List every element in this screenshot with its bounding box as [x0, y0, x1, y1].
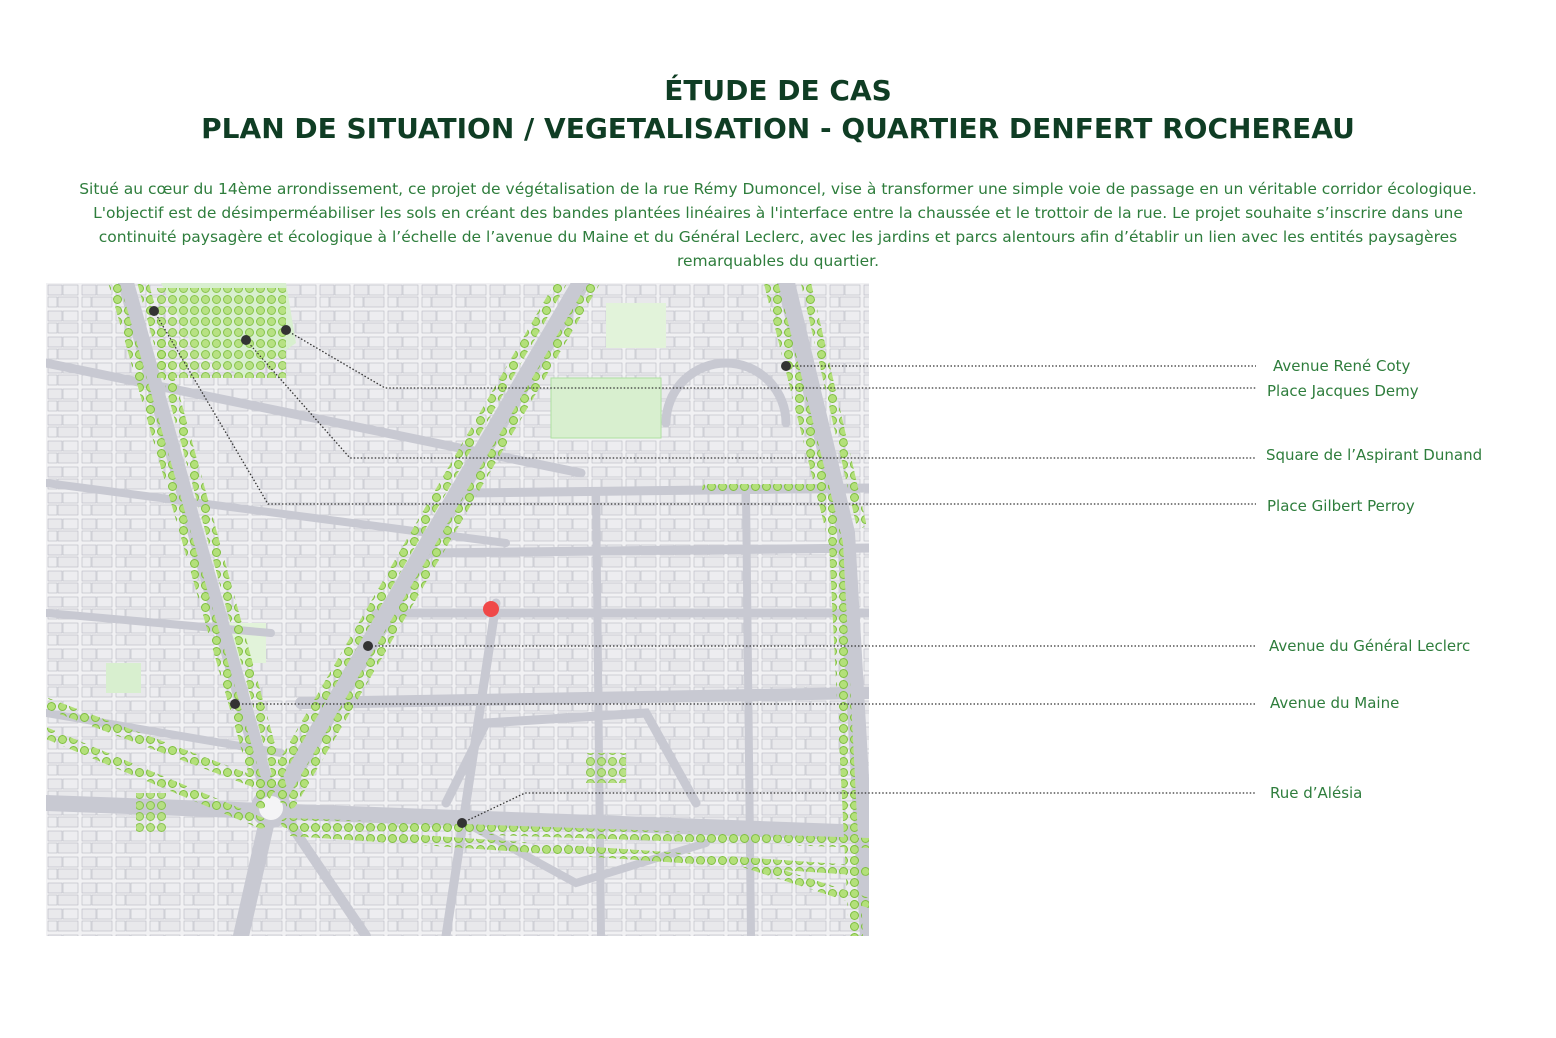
marker-jacques-demy	[281, 325, 291, 335]
marker-aspirant-dunand	[241, 335, 251, 345]
intro-line-1: Situé au cœur du 14ème arrondissement, ce projet de végétalisation de la rue Rémy Dumoncel, vise à transformer une simple voie de passage en un véritable corridor écologique.	[79, 180, 1477, 198]
label-alesia: Rue d’Alésia	[1270, 784, 1363, 802]
marker-gilbert-perroy	[149, 306, 159, 316]
page-subtitle: PLAN DE SITUATION / VEGETALISATION - QUARTIER DENFERT ROCHEREAU	[201, 112, 1355, 145]
leader-line-alesia	[462, 793, 1256, 823]
label-maine: Avenue du Maine	[1270, 694, 1400, 712]
leader-line-jacques-demy	[286, 330, 1256, 388]
label-general-leclerc: Avenue du Général Leclerc	[1269, 637, 1471, 655]
intro-line-2: L'objectif est de désimperméabiliser les sols en créant des bandes plantées linéaires à l'interface entre la chaussée et le trottoir de la rue. Le projet souhaite s’inscrire dans une	[93, 204, 1463, 222]
marker-maine	[230, 699, 240, 709]
label-gilbert-perroy: Place Gilbert Perroy	[1267, 497, 1415, 515]
label-jacques-demy: Place Jacques Demy	[1267, 382, 1419, 400]
intro-line-4: remarquables du quartier.	[676, 252, 880, 270]
project-site-marker	[483, 601, 499, 617]
label-rene-coty: Avenue René Coty	[1273, 357, 1411, 375]
leader-line-aspirant-dunand	[246, 340, 1256, 458]
leader-line-gilbert-perroy	[154, 311, 1256, 504]
marker-alesia	[457, 818, 467, 828]
marker-general-leclerc	[363, 641, 373, 651]
page-title: ÉTUDE DE CAS	[664, 74, 892, 107]
intro-line-3: continuité paysagère et écologique à l’échelle de l’avenue du Maine et du Général Leclerc, avec les jardins et parcs alentours afin d’établir un lien avec les entités paysagères	[98, 228, 1458, 246]
label-aspirant-dunand: Square de l’Aspirant Dunand	[1266, 446, 1483, 464]
marker-rene-coty	[781, 361, 791, 371]
